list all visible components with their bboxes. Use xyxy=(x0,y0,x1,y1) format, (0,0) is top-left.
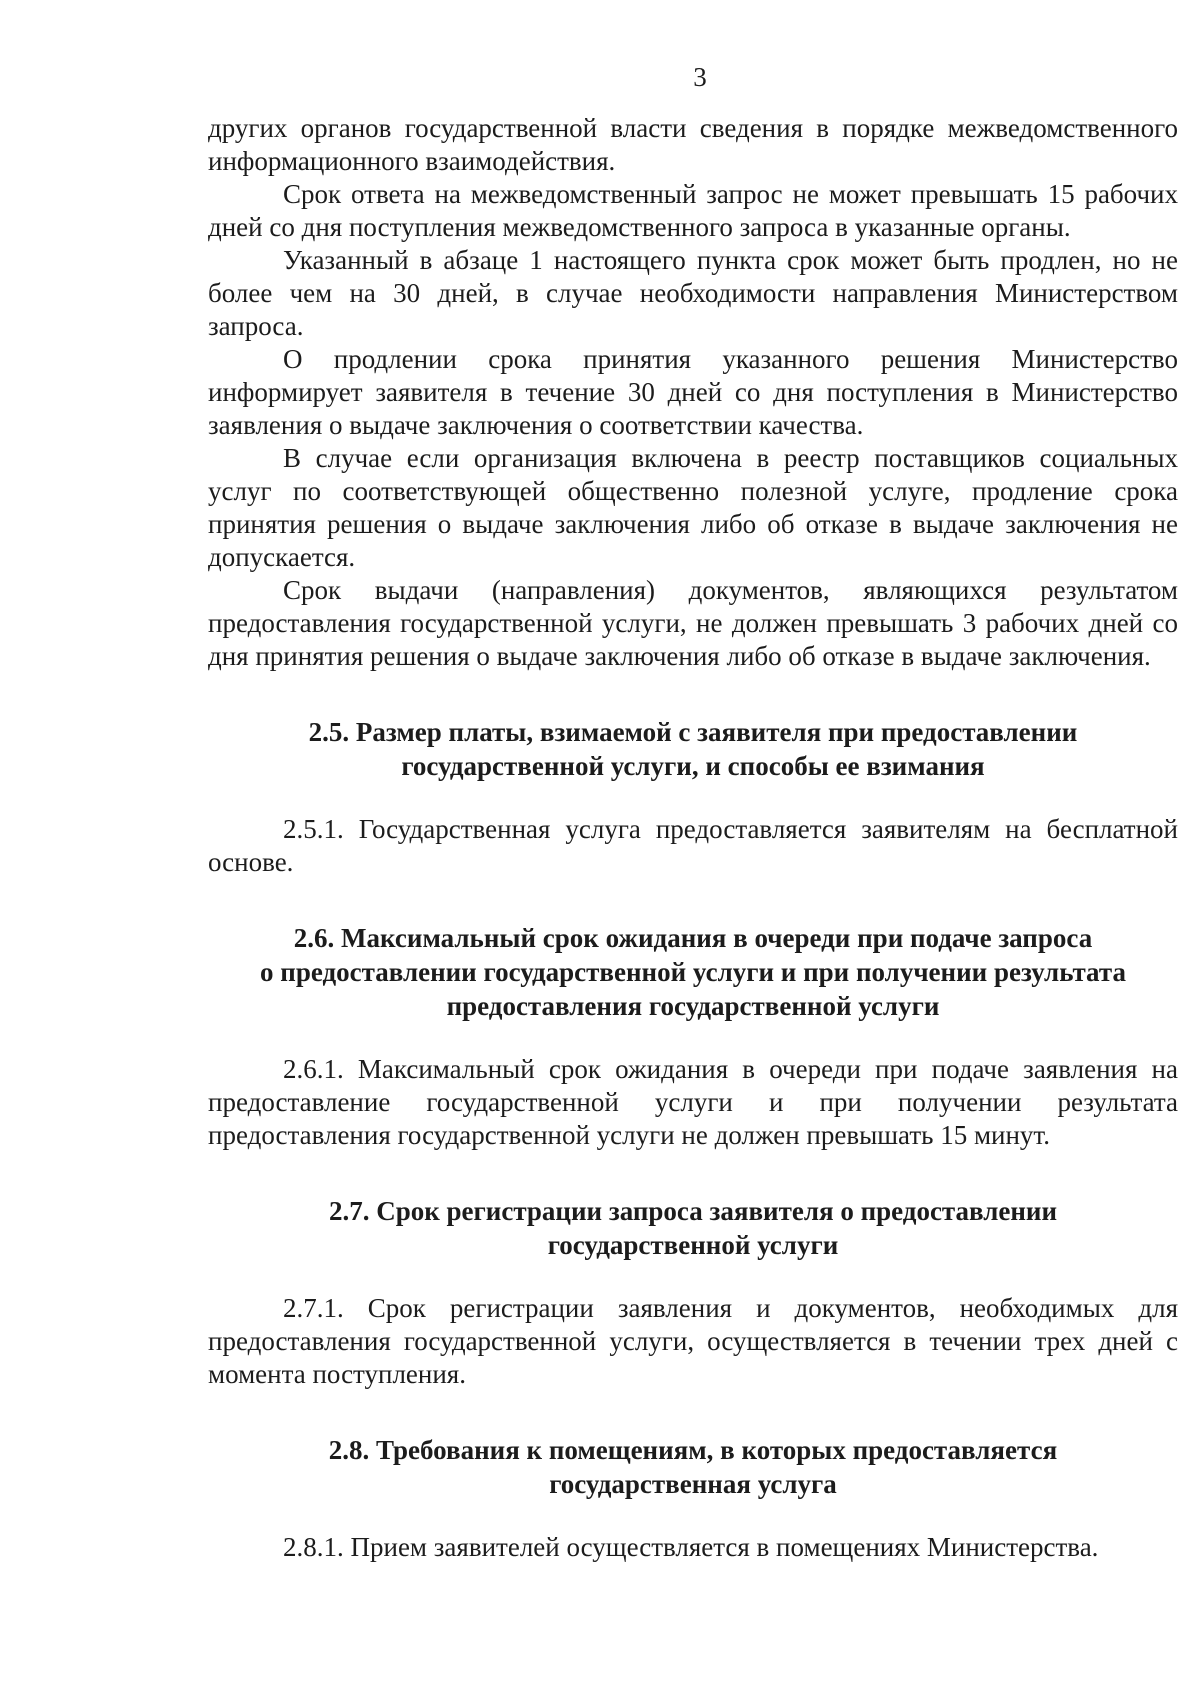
body-paragraph: Указанный в абзаце 1 настоящего пункта срок может быть продлен, но не более чем на 30 дней, в случае необходимости направления Министерством запроса. xyxy=(208,245,1178,341)
section-heading-2-6 xyxy=(208,921,1178,1023)
heading-line: 2.7. Срок регистрации запроса заявителя о предоставлении xyxy=(328,1196,1058,1226)
heading-line: 2.8. Требования к помещениям, в которых предоставляется xyxy=(328,1435,1058,1465)
heading-line: 2.5. Размер платы, взимаемой с заявителя при предоставлении xyxy=(308,717,1078,747)
heading-line: государственная услуга xyxy=(549,1469,837,1499)
page-number: 3 xyxy=(693,62,707,92)
heading-line: государственной услуги, и способы ее взимания xyxy=(401,751,985,781)
heading-line: о предоставлении государственной услуги и при получении результата xyxy=(260,957,1126,987)
heading-line: 2.6. Максимальный срок ожидания в очереди при подаче запроса xyxy=(293,923,1093,953)
section-heading-2-8 xyxy=(208,1433,1178,1501)
body-paragraph: других органов государственной власти сведения в порядке межведомственного информационного взаимодействия. xyxy=(208,113,1178,176)
body-paragraph: Срок выдачи (направления) документов, являющихся результатом предоставления государственной услуги, не должен превышать 3 рабочих дней со дня принятия решения о выдаче заключения либо об отказе в выдаче заключения. xyxy=(208,575,1178,671)
heading-line: предоставления государственной услуги xyxy=(446,991,940,1021)
section-paragraph-2-6-1: 2.6.1. Максимальный срок ожидания в очереди при подаче заявления на предоставление государственной услуги и при получении результата предоставления государственной услуги не должен превышать 15 минут. xyxy=(208,1054,1178,1150)
heading-line: государственной услуги xyxy=(547,1230,839,1260)
section-paragraph-2-5-1: 2.5.1. Государственная услуга предоставляется заявителям на бесплатной основе. xyxy=(208,814,1178,877)
section-heading-2-7 xyxy=(208,1194,1178,1262)
section-heading-2-5 xyxy=(208,715,1178,783)
section-paragraph-2-7-1: 2.7.1. Срок регистрации заявления и документов, необходимых для предоставления государственной услуги, осуществляется в течении трех дней с момента поступления. xyxy=(208,1293,1178,1389)
body-paragraph: В случае если организация включена в реестр поставщиков социальных услуг по соответствующей общественно полезной услуге, продление срока принятия решения о выдаче заключения либо об отказе в выдаче заключения не допускается. xyxy=(208,443,1178,572)
section-paragraph-2-8-1: 2.8.1. Прием заявителей осуществляется в помещениях Министерства. xyxy=(283,1532,1099,1562)
body-paragraph: Срок ответа на межведомственный запрос не может превышать 15 рабочих дней со дня поступления межведомственного запроса в указанные органы. xyxy=(208,179,1178,242)
document-body xyxy=(208,112,1178,1564)
body-paragraph: О продлении срока принятия указанного решения Министерство информирует заявителя в течение 30 дней со дня поступления в Министерство заявления о выдаче заключения о соответствии качества. xyxy=(208,344,1178,440)
